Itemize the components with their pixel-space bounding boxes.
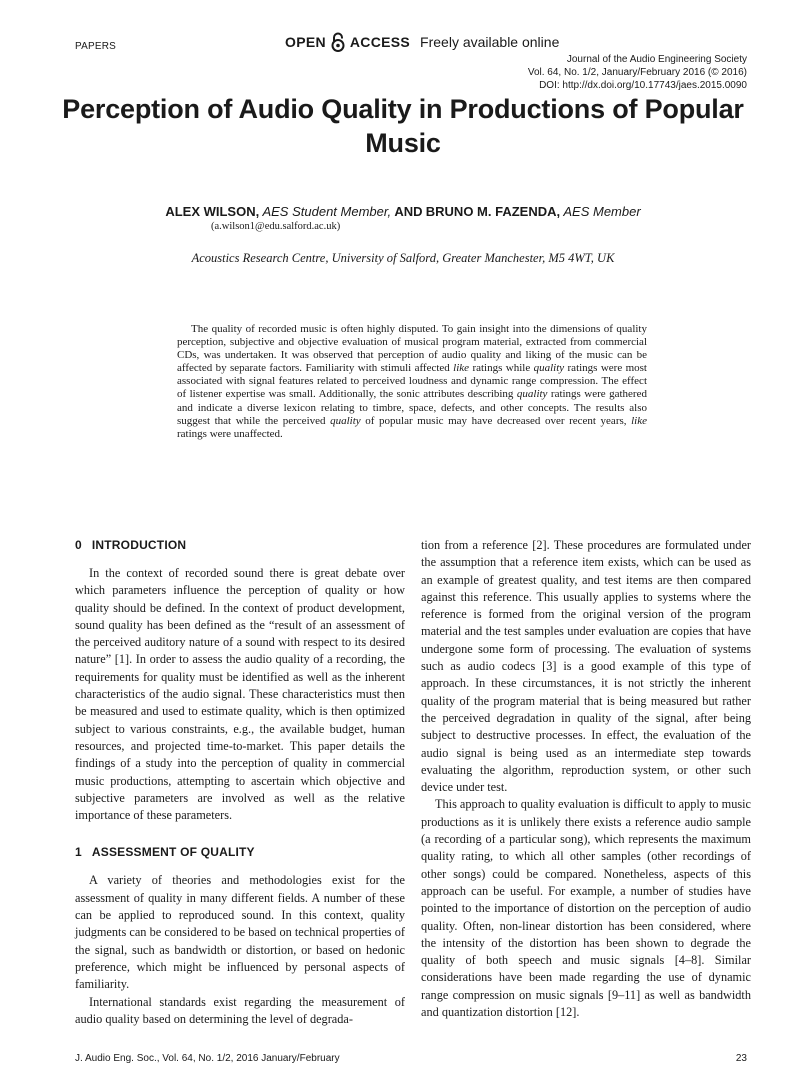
paper-title: Perception of Audio Quality in Productions of Popular Music <box>62 94 744 158</box>
author-email: (a.wilson1@edu.salford.ac.uk) <box>211 221 341 232</box>
open-lock-icon <box>329 32 347 52</box>
abstract-text: ratings were unaffected. <box>177 427 283 440</box>
author-and: AND <box>394 204 423 219</box>
author-2-role: AES Member <box>563 204 641 219</box>
right-column <box>421 537 751 1021</box>
author-2-name: BRUNO M. FAZENDA, <box>425 204 561 219</box>
affiliation: Acoustics Research Centre, University of Salford, Greater Manchester, M5 4WT, UK <box>191 251 615 265</box>
access-word: ACCESS <box>349 34 411 50</box>
abstract-emphasis: like <box>453 362 470 375</box>
section-heading-assessment <box>75 844 405 861</box>
footer-citation: J. Audio Eng. Soc., Vol. 64, No. 1/2, 2016 January/February <box>75 1053 340 1064</box>
freely-available-text: Freely available online <box>420 34 560 50</box>
open-access-badge <box>285 32 559 52</box>
section-number: 0 <box>75 538 82 552</box>
section-title: ASSESSMENT OF QUALITY <box>91 845 255 860</box>
journal-doi: DOI: http://dx.doi.org/10.17743/jaes.2015.0090 <box>539 80 747 91</box>
left-column <box>75 537 405 1028</box>
journal-volume: Vol. 64, No. 1/2, January/February 2016 (© 2016) <box>527 67 747 78</box>
open-word: OPEN <box>285 34 326 50</box>
assessment-paragraph-1: A variety of theories and methodologies exist for the assessment of quality in many different fields. A number of these can be applied to reproduced sound. In this context, quality judgments can be considered to be based on technical properties of the signal, such as bandwidth or distortion, or based on hedonic preference, which might be influenced by personal aspects of familiarity. <box>75 873 405 992</box>
abstract-emphasis: quality <box>533 362 565 375</box>
abstract-text: ratings were most associated with signal features related to perceived loudness and dynamic range compression. The effect of listener expertise was small. Additionally, the sonic attributes describing <box>177 362 647 401</box>
abstract-text: of popular music may have decreased over recent years, <box>360 414 632 427</box>
abstract-text: ratings while <box>469 362 534 375</box>
author-line <box>60 204 746 220</box>
journal-info <box>447 53 747 92</box>
section-label: PAPERS <box>75 41 117 52</box>
section-title: INTRODUCTION <box>91 538 187 552</box>
assessment-paragraph-2: International standards exist regarding the measurement of audio quality based on determining the level of degrada- <box>75 994 405 1026</box>
page-number: 23 <box>735 1053 747 1064</box>
author-1-role: AES Student Member, <box>262 204 392 219</box>
author-1-name: ALEX WILSON, <box>165 204 260 219</box>
continued-paragraph: tion from a reference [2]. These procedures are formulated under the assumption that a reference item exists, which can be used as an example of greatest quality, and test items are then compared against this reference. This usually applies to systems where the reference is formed from the original version of the program material and the test samples under evaluation are copies that have undergone some form of processing. The evaluation of systems such as audio codecs [3] is a good example of this type of approach. In these circumstances, it is not strictly the inherent quality of the program material that is being measured but rather the perceived degradation in quality of the signal, after being subject to destructive processes. In effect, the evaluation of the audio signal is being used as an intermediate step towards evaluating the algorithm, reproduction system, or other such device under test. <box>421 538 751 795</box>
section-number: 1 <box>75 845 82 860</box>
quality-evaluation-paragraph: This approach to quality evaluation is difficult to apply to music productions as it is unlikely there exists a reference audio sample (a recording of a particular song), which represents the maximum quality rating, to which all other samples (other recordings of other songs) could be compared. Nonetheless, aspects of this approach can be useful. For example, a number of studies have pointed to the importance of distortion on the perception of audio quality. Often, non-linear distortion has been considered, where the intensity of the distortion has been shown to degrade the quality of both speech and music signals [4–8]. Similar considerations have been made regarding the use of dynamic range compression on music signals [9–11] as well as bandwidth and quantization distortion [12]. <box>421 797 752 1020</box>
abstract-text: ratings were gathered and indicate a diverse lexicon relating to timbre, space, defects, and other concepts. The results also suggest that while the perceived <box>177 388 647 427</box>
abstract-emphasis: quality <box>516 388 548 401</box>
abstract-emphasis: quality <box>330 414 361 427</box>
journal-name: Journal of the Audio Engineering Society <box>566 54 747 65</box>
abstract-text: The quality of recorded music is often highly disputed. To gain insight into the dimensions of quality perception, subjective and objective evaluation of musical program material, extracted from commercial CDs, was undertaken. It was observed that perception of audio quality and liking of the music can be affected by separate factors. Familiarity with stimuli affected <box>177 323 647 375</box>
abstract <box>177 323 647 441</box>
abstract-emphasis: like <box>631 414 648 427</box>
intro-paragraph: In the context of recorded sound there is great debate over which parameters influence the perception of quality or how quality should be defined. In the context of product development, sound quality has been defined as the “result of an assessment of the perceived auditory nature of a sound with respect to its desired nature” [1]. In order to assess the audio quality of a recording, the requirements for quality must be identified as well as the inherent characteristics of the audio signal. These characteristics must then be measured and used to estimate quality, which is then optimized subject to various constraints, e.g., the available budget, human resources, and projected time-to-market. This paper details the findings of a study into the perception of quality in commercial music productions, attempting to ascertain which objective and subjective parameters are involved as well as the relative importance of these parameters. <box>75 566 405 823</box>
section-heading-introduction <box>75 537 405 554</box>
